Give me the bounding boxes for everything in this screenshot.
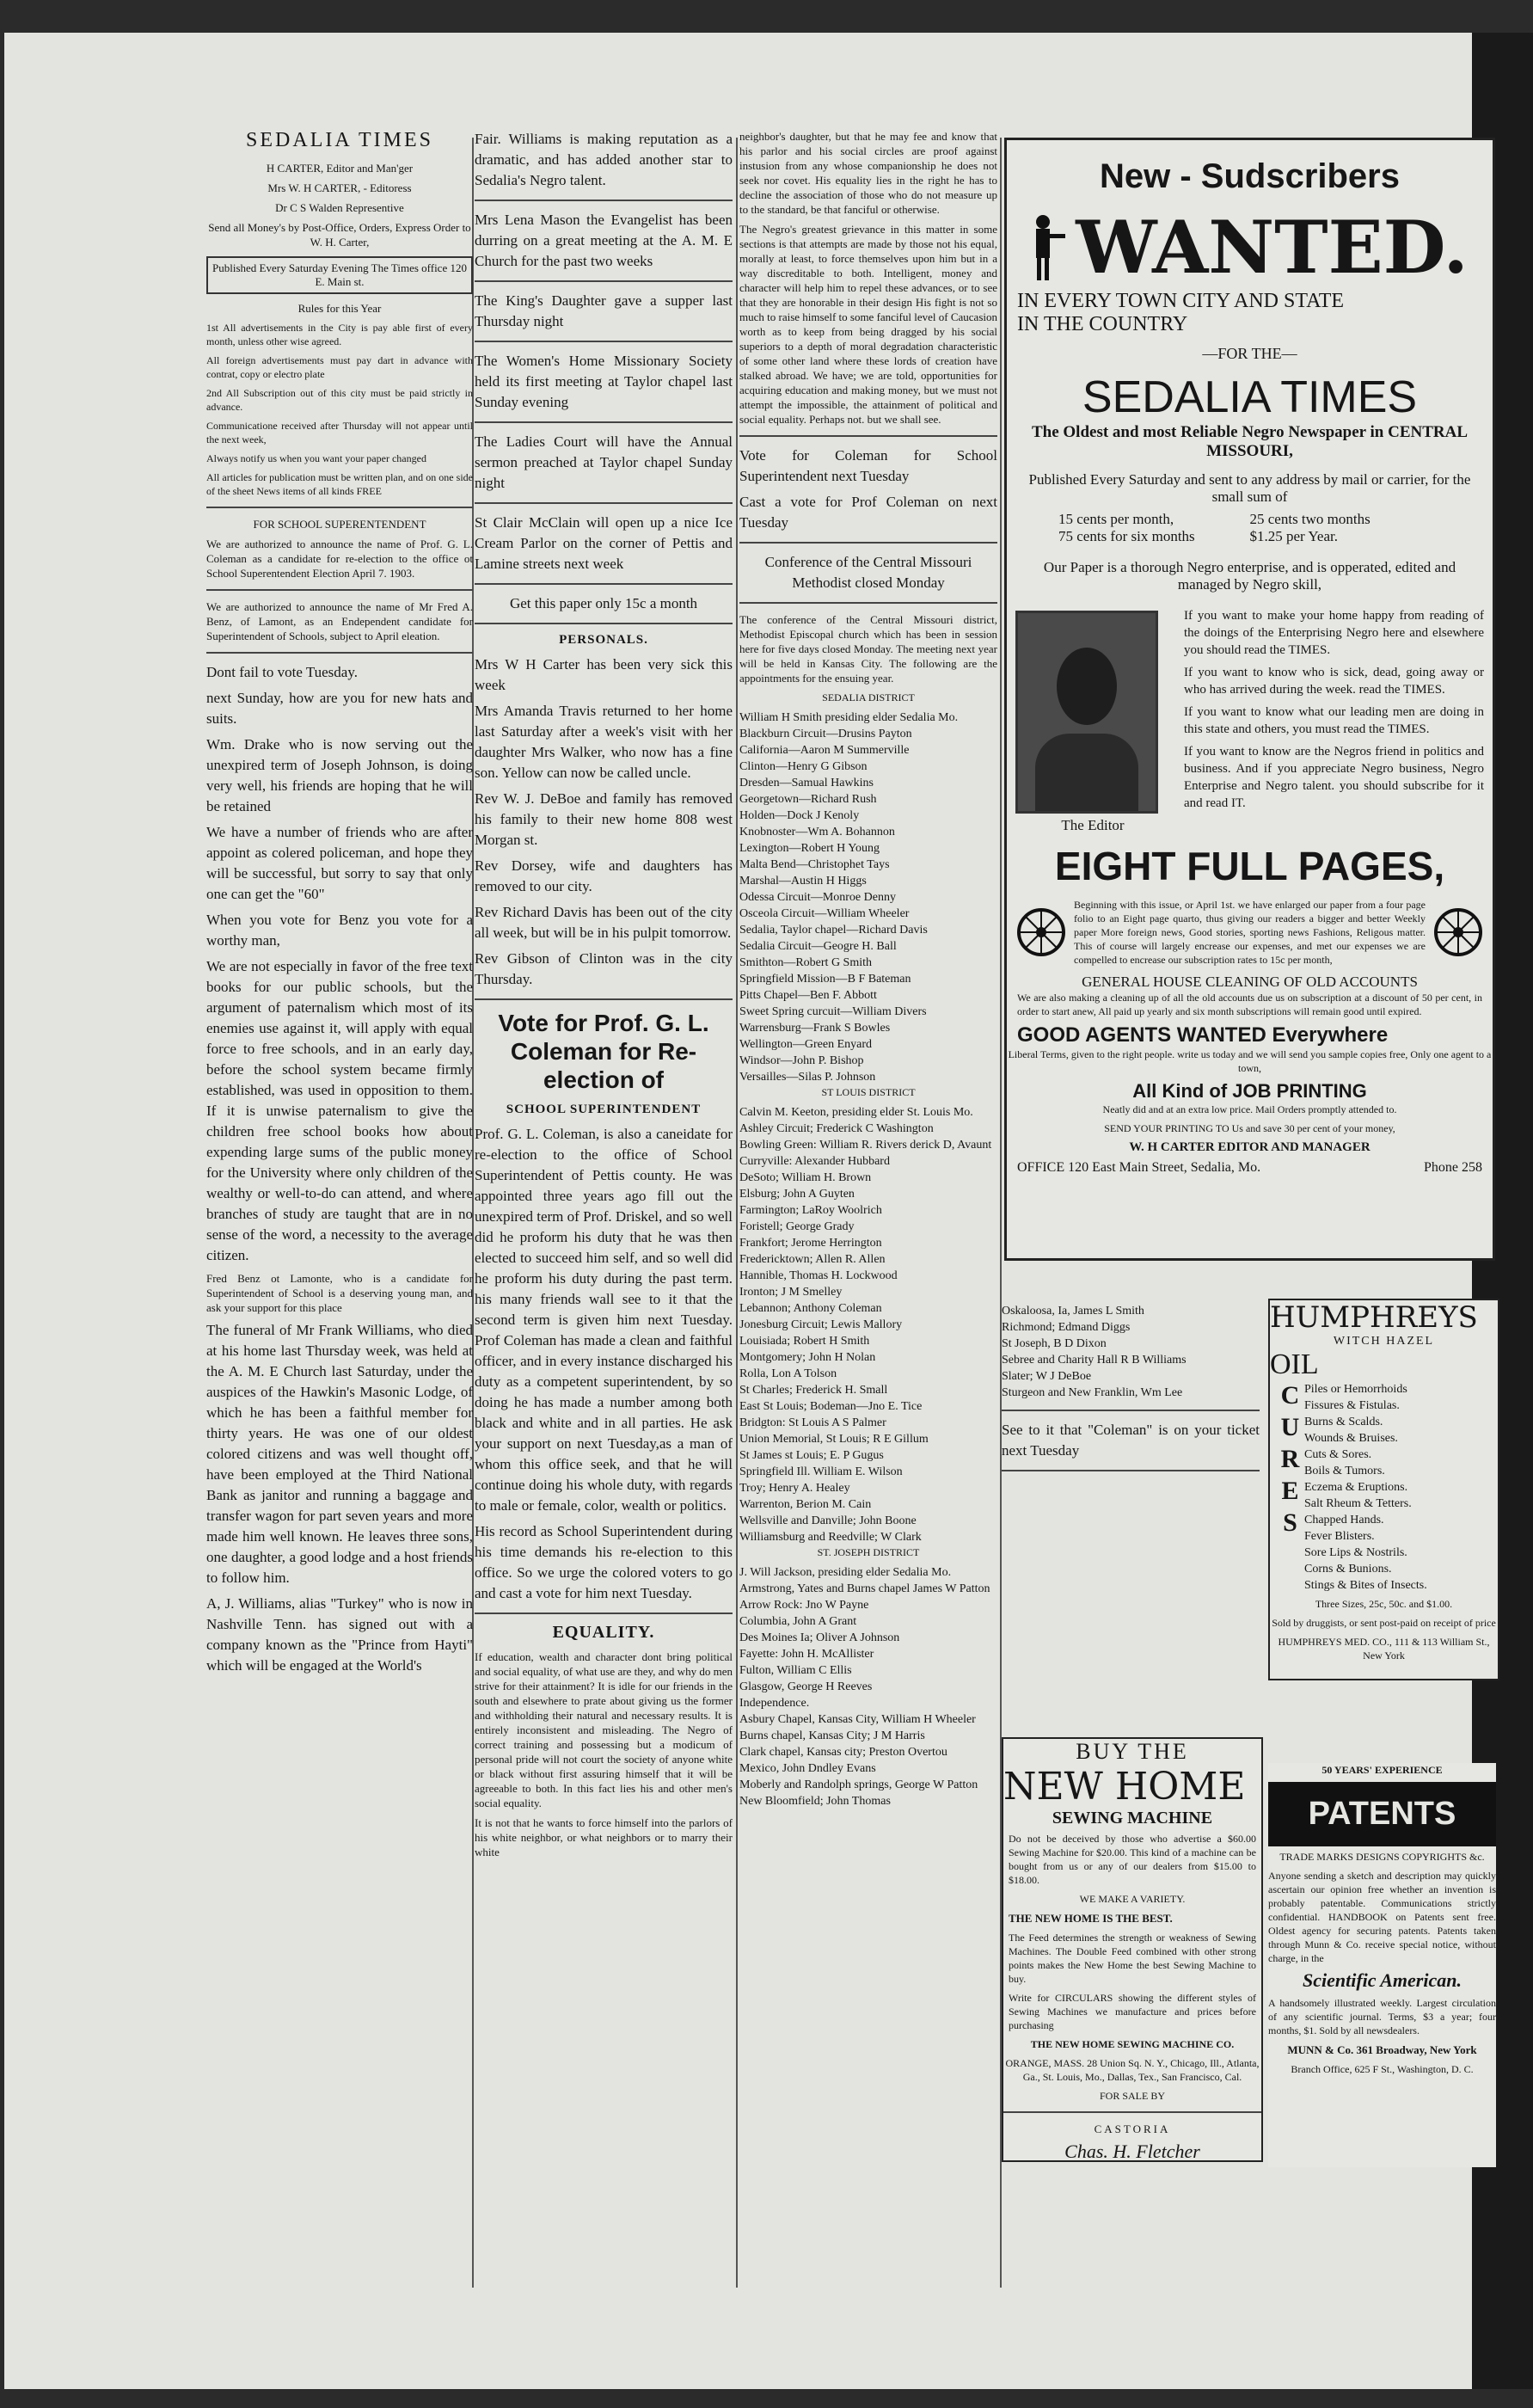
article-paragraph: neighbor's daughter, but that he may fee and know that his parlor and his social circles are proof against instusion from any whose companionship he does not seek nor covet. His equality lies in the right he has to decline the association of those who do not measure up to the standard, be that fanciful or otherwise. <box>739 130 997 216</box>
appointment-item: Sweet Spring curcuit—William Divers <box>739 1005 927 1018</box>
list-item: Sturgeon and New Franklin, Wm Lee <box>1002 1386 1183 1399</box>
news-item: Fair. Williams is making reputation as a dramatic, and has added another star to Sedalia's Negro talent. <box>475 131 733 188</box>
cure-item: Salt Rheum & Tetters. <box>1304 1497 1412 1510</box>
divider <box>739 602 997 604</box>
appointment-item: Independence. <box>739 1697 810 1710</box>
divider <box>206 652 473 654</box>
for-the: —FOR THE— <box>1202 345 1297 362</box>
appointment-item: William H Smith presiding elder Sedalia Mo. <box>739 711 959 724</box>
publication-box: Published Every Saturday Evening The Times office 120 E. Main st. <box>206 256 473 294</box>
divider <box>206 507 473 508</box>
appointment-item: Armstrong, Yates and Burns chapel James W Patton <box>739 1582 990 1595</box>
divider <box>1003 2111 1261 2113</box>
masthead-line: H CARTER, Editor and Man'ger <box>266 162 414 175</box>
news-item: Cast a vote for Prof Coleman on next Tuesday <box>739 494 997 531</box>
appointment-item: DeSoto; William H. Brown <box>739 1171 872 1184</box>
wheel-icon <box>1015 906 1067 958</box>
ad-tagline: The Oldest and most Reliable Negro Newspaper in CENTRAL MISSOURI, <box>1031 423 1469 460</box>
appointment-item: Hannible, Thomas H. Lockwood <box>739 1269 898 1282</box>
appointment-item: Lexington—Robert H Young <box>739 842 880 855</box>
personal-item: Rev W. J. DeBoe and family has removed his family to their new home 808 west Morgan st. <box>475 790 733 848</box>
divider <box>475 1612 733 1614</box>
article-paragraph: If education, wealth and character dont bring political and social equality, of what use are they, and why do men strive for their attainment? It is idle for our friends in the south and elsewhere to prate about giving us the former and withholding their natural and necessary results. It is entirely inconsistent and misleading. The Negro of correct training and possessing but a modicum of personal pride will not court the society of anyone white or black without first assuring himself that it will be agreeable to both. In this fact lies his and other men's social equality. <box>475 1650 733 1809</box>
conference-heading: Conference of the Central Missouri Methodist closed Monday <box>764 554 972 591</box>
cure-item: Piles or Hemorrhoids <box>1304 1383 1407 1396</box>
years-experience: 50 YEARS' EXPERIENCE <box>1321 1764 1443 1776</box>
editor-caption: The Editor <box>1061 817 1125 833</box>
ad-where: IN THE COUNTRY <box>1017 313 1188 335</box>
rule-item: All foreign advertisements must pay dart in advance with contrat, copy or electro plate <box>206 354 473 380</box>
appointment-continuation <box>1002 1303 1260 1716</box>
eight-para: Beginning with this issue, or April 1st. we have enlarged our paper from a four page folio to an Eight page quarto, thus giving our readers a bigger and better Weekly paper More foreign news, Good stories, sporting news Fashions, Religous matter. This of course will largely encrease our expenses, and met our expenses we are compelled to encrease our subscription rates to 15c per month, <box>1074 899 1426 966</box>
witch-hazel: WITCH HAZEL <box>1333 1335 1435 1348</box>
appointment-item: Holden—Dock J Kenoly <box>739 809 860 822</box>
reason: If you want to know what our leading men are doing in this state and others, you must read the TIMES. <box>1184 705 1484 736</box>
castoria: CASTORIA <box>1094 2122 1171 2135</box>
divider <box>739 542 997 544</box>
price: 25 cents two months <box>1249 511 1371 527</box>
appointment-item: Mexico, John Dndley Evans <box>739 1762 876 1775</box>
agents-wanted: GOOD AGENTS WANTED Everywhere <box>1017 1023 1389 1047</box>
appointment-item: Ironton; J M Smelley <box>739 1286 843 1299</box>
appointment-item: Georgetown—Richard Rush <box>739 793 877 806</box>
wheel-icon <box>1432 906 1484 958</box>
list-item: Slater; W J DeBoe <box>1002 1370 1092 1383</box>
humphreys-ad <box>1268 1299 1499 1680</box>
news-item: The funeral of Mr Frank Williams, who died at his home last Thursday week, was held at the A. M. E Church last Saturday, under the auspices of the Hawkin's Masonic Lodge, of which he has been a faithful member for thirty years. He was one of our oldest colored citizens and was well thought off, have been employed at the Third National Bank as janitor and running a baggage and transfer wagon for part seven years and more made him well known. He leaves three sons, one daughter, a good lodge and a host friends to follow him. <box>206 1322 473 1586</box>
appointment-item: Curryville: Alexander Hubbard <box>739 1155 890 1168</box>
divider <box>206 589 473 591</box>
news-item: Vote for Coleman for School Superintendent next Tuesday <box>739 447 997 484</box>
pointing-man-icon <box>1031 213 1065 282</box>
divider <box>475 421 733 423</box>
cure-item: Fever Blisters. <box>1304 1530 1375 1543</box>
appointment-item: Sedalia Circuit—Geogre H. Ball <box>739 940 897 953</box>
editor-portrait <box>1015 611 1158 814</box>
ad-where: IN EVERY TOWN CITY AND STATE <box>1017 290 1345 312</box>
school-heading: FOR SCHOOL SUPERENTENDENT <box>253 518 426 531</box>
best: THE NEW HOME IS THE BEST. <box>1009 1912 1173 1925</box>
list-item: St Joseph, B D Dixon <box>1002 1337 1107 1350</box>
reason: If you want to make your home happy from reading of the doings of the Enterprising Negro here and elsewhere you should read the TIMES. <box>1184 609 1484 657</box>
appointment-item: Lebannon; Anthony Coleman <box>739 1302 882 1315</box>
appointment-item: Odessa Circuit—Monroe Denny <box>739 891 896 904</box>
vote-subheading: SCHOOL SUPERINTENDENT <box>506 1103 702 1116</box>
appointment-item: Jonesburg Circuit; Lewis Mallory <box>739 1318 903 1331</box>
district-heading: SEDALIA DISTRICT <box>822 691 915 703</box>
appointment-item: Smithton—Robert G Smith <box>739 956 873 969</box>
divider <box>475 280 733 282</box>
job-printing: All Kind of JOB PRINTING <box>1132 1080 1367 1102</box>
signature: Chas. H. Fletcher <box>1064 2141 1200 2162</box>
divider <box>475 200 733 201</box>
cure-item: Boils & Tumors. <box>1304 1465 1385 1477</box>
appointment-item: Moberly and Randolph springs, George W Patton <box>739 1778 978 1791</box>
sciam-body: A handsomely illustrated weekly. Largest circulation of any scientific journal. Terms, $3 a year; four months, $1. Sold by all newsdealers. <box>1268 1997 1496 2036</box>
personal-item: Mrs Amanda Travis returned to her home last Saturday after a week's visit with her daughter Mrs Walker, who now has a fine son. Yellow can now be called uncle. <box>475 703 733 781</box>
appointment-item: Columbia, John A Grant <box>739 1615 857 1628</box>
divider <box>475 623 733 624</box>
personal-item: Mrs W H Carter has been very sick this week <box>475 656 733 693</box>
appointment-item: Wellsville and Danville; John Boone <box>739 1514 917 1527</box>
list-item: Sebree and Charity Hall R B Williams <box>1002 1354 1187 1367</box>
agents-para: Liberal Terms, given to the right people. write us today and we will send you sample copies free, Only one agent to a town, <box>1008 1048 1492 1074</box>
announcement: We are authorized to announce the name of Mr Fred A. Benz, of Lamont, as an Endependent candidate for Superintendent of Schools, subject to April eleation. <box>206 600 473 642</box>
wanted-title: WANTED. <box>1076 205 1469 290</box>
rule-item: 1st All advertisements in the City is pay able first of every month, unless other wise agreed. <box>206 322 473 347</box>
appointment-item: Fulton, William C Ellis <box>739 1664 852 1677</box>
appointment-item: Versailles—Silas P. Johnson <box>739 1071 876 1084</box>
appointment-list <box>739 1104 997 1545</box>
appointment-item: Springfield Mission—B F Bateman <box>739 973 911 986</box>
new-home-brand: NEW HOME <box>1003 1765 1246 1809</box>
appointment-item: J. Will Jackson, presiding elder Sedalia Mo. <box>739 1566 952 1579</box>
personal-item: Rev Gibson of Clinton was in the city Thursday. <box>475 950 733 987</box>
oil-label: OIL <box>1270 1348 1319 1380</box>
news-item: We have a number of friends who are after appoint as colered policeman, and hope they will be successful, but sorry to say that only one can get the "60" <box>206 824 473 902</box>
appointment-item: California—Aaron M Summerville <box>739 744 910 757</box>
news-item: next Sunday, how are you for new hats and suits. <box>206 690 473 727</box>
appointment-item: Arrow Rock: Jno W Payne <box>739 1599 869 1612</box>
appointment-item: Marshal—Austin H Higgs <box>739 875 867 888</box>
news-item: Get this paper only 15c a month <box>509 595 698 611</box>
appointment-item: Elsburg; John A Guyten <box>739 1188 855 1201</box>
appointment-item: Springfield Ill. William E. Wilson <box>739 1465 903 1478</box>
appointment-item: Troy; Henry A. Healey <box>739 1482 850 1495</box>
sold-by: Sold by druggists, or sent post-paid on receipt of price <box>1272 1617 1496 1629</box>
appointment-item: Montgomery; John H Nolan <box>739 1351 876 1364</box>
news-item: A, J. Williams, alias "Turkey" who is now in Nashville Tenn. has signed out with a company known as the "Prince from Hayti" which will be engaged at the World's <box>206 1595 473 1674</box>
personal-item: Rev Richard Davis has been out of the city all week, but will be in his pulpit tomorrow. <box>475 904 733 941</box>
reason: If you want to know are the Negros friend in politics and business. And if you appreciate Negro business, Negro Enterprise and Negro talent. you should subscribe for it and read IT. <box>1184 745 1484 810</box>
patents-ad <box>1268 1763 1496 2167</box>
appointment-item: Bridgton: St Louis A S Palmer <box>739 1416 886 1429</box>
news-item: Wm. Drake who is now serving out the unexpired term of Joseph Johnson, is doing very well, his friends are hoping that he will be retained <box>206 736 473 814</box>
column-3 <box>739 129 997 2365</box>
sewing-machine: SEWING MACHINE <box>1052 1809 1213 1828</box>
appointment-item: Windsor—John P. Bishop <box>739 1054 864 1067</box>
news-item: Dont fail to vote Tuesday. <box>206 664 358 680</box>
cure-item: Stings & Bites of Insects. <box>1304 1579 1427 1592</box>
job-para: Neatly did and at an extra low price. Mail Orders promptly attended to. <box>1102 1103 1397 1115</box>
branch: Branch Office, 625 F St., Washington, D. C. <box>1291 2063 1474 2075</box>
cure-item: Chapped Hands. <box>1304 1514 1384 1526</box>
appointment-item: St James st Louis; E. P Gugus <box>739 1449 884 1462</box>
masthead-line: Send all Money's by Post-Office, Orders, Express Order to W. H. Carter, <box>208 221 471 249</box>
company: THE NEW HOME SEWING MACHINE CO. <box>1030 2038 1235 2050</box>
cures-label: CURES <box>1276 1381 1304 1540</box>
cure-item: Wounds & Bruises. <box>1304 1432 1398 1445</box>
appointment-item: Knobnoster—Wm A. Bohannon <box>739 826 895 838</box>
column-1 <box>206 129 473 2365</box>
circulars: Write for CIRCULARS showing the different styles of Sewing Machines we manufacture and prices before purchasing <box>1009 1992 1256 2031</box>
district-heading: ST. JOSEPH DISTRICT <box>817 1546 920 1558</box>
appointment-item: Farmington; LaRoy Woolrich <box>739 1204 882 1217</box>
rule-item: Communicatione received after Thursday will not appear until the next week, <box>206 420 473 445</box>
phone: Phone 258 <box>1424 1160 1482 1175</box>
ad-published: Published Every Saturday and sent to any address by mail or carrier, for the small sum of <box>1028 471 1471 505</box>
eight-pages: EIGHT FULL PAGES, <box>1054 844 1445 888</box>
patents-body: Anyone sending a sketch and description may quickly ascertain our opinion free whether an invention is probably patentable. Communications strictly confidential. HANDBOOK on Patents sent free. Oldest agency for securing patents. Patents taken through Munn & Co. receive special notice, without charge, in the <box>1268 1870 1496 1964</box>
appointment-item: Wellington—Green Enyard <box>739 1038 872 1051</box>
news-item: The Women's Home Missionary Society held its first meeting at Taylor chapel last Sunday evening <box>475 353 733 410</box>
cleaning-heading: GENERAL HOUSE CLEANING OF OLD ACCOUNTS <box>1082 974 1418 990</box>
ad-headline: New - Sudscribers <box>1099 157 1400 195</box>
ad-enterprise: Our Paper is a thorough Negro enterprise, and is opperated, edited and managed by Negro skill, <box>1043 559 1456 593</box>
column-2 <box>475 129 733 2365</box>
appointment-item: Clinton—Henry G Gibson <box>739 760 868 773</box>
appointment-item: Dresden—Samual Hawkins <box>739 777 874 789</box>
ad-paper-name: SEDALIA TIMES <box>1082 372 1418 422</box>
cure-item: Sore Lips & Nostrils. <box>1304 1546 1407 1559</box>
cure-item: Fissures & Fistulas. <box>1304 1399 1400 1412</box>
news-item: The King's Daughter gave a supper last Thursday night <box>475 292 733 329</box>
buy-the: BUY THE <box>1076 1739 1189 1764</box>
sizes: Three Sizes, 25c, 50c. and $1.00. <box>1315 1598 1453 1610</box>
appointment-item: Warrenton, Berion M. Cain <box>739 1498 872 1511</box>
divider <box>475 341 733 342</box>
cures-list <box>1304 1381 1498 1594</box>
equality-heading: EQUALITY. <box>552 1623 655 1642</box>
feed: The Feed determines the strength or weakness of Sewing Machines. The Double Feed combined with other strong points makes the New Home the best Sewing Machine to buy. <box>1009 1932 1256 1985</box>
price: 75 cents for six months <box>1058 528 1195 544</box>
sewing-body: Do not be deceived by those who advertise a $60.00 Sewing Machine for $20.00. This kind of a machine can be bought from us or any of our dealers from $15.00 to $18.00. <box>1009 1833 1256 1886</box>
masthead-line: Dr C S Walden Representive <box>275 201 404 214</box>
list-item: Richmond; Edmand Diggs <box>1002 1321 1131 1334</box>
column-rule <box>736 138 738 2288</box>
appointment-item: Pitts Chapel—Ben F. Abbott <box>739 989 877 1002</box>
cure-item: Cuts & Sores. <box>1304 1448 1372 1461</box>
personal-item: Rev Dorsey, wife and daughters has removed to our city. <box>475 857 733 894</box>
appointment-item: Blackburn Circuit—Drusins Payton <box>739 728 912 740</box>
munn: MUNN & Co. 361 Broadway, New York <box>1287 2043 1477 2056</box>
divider <box>475 998 733 1000</box>
appointment-item: Ashley Circuit; Frederick C Washington <box>739 1122 934 1135</box>
personals-heading: PERSONALS. <box>559 633 648 647</box>
appointment-item: Foristell; George Grady <box>739 1220 855 1233</box>
appointment-item: St Charles; Frederick H. Small <box>739 1384 888 1397</box>
news-item: Fred Benz ot Lamonte, who is a candidate for Superintendent of School is a deserving young man, and ask your support for this place <box>206 1272 473 1314</box>
cure-item: Eczema & Eruptions. <box>1304 1481 1408 1494</box>
article-paragraph: Prof. G. L. Coleman, is also a caneidate for re-election to the office of School Superintendent of Pettis county. He was appointed three years ago fill out the unexpired term of Prof. Driskel, and so well did he proform his duty that he was then elected to succeed him self, and so well did he proform his duty during the past term. his many friends wall see to it that the second term is given him next Tuesday. Prof Coleman has made a clean and faithful officer, and in every instance discharged his duty as a competent superintendent, by so doing he has made a number among both black and white and in all parties. He ask your support on next Tuesday,as a man of whom this office seek, and that he will continue doing his whole duty, with regards to male or female, color, wealth or politics. <box>475 1126 733 1514</box>
appointment-item: Glasgow, George H Reeves <box>739 1680 873 1693</box>
appointment-item: East St Louis; Bodeman—Jno E. Tice <box>739 1400 923 1413</box>
divider <box>1002 1470 1260 1471</box>
reason: If you want to know who is sick, dead, going away or who has arrived during the week. read the TIMES. <box>1184 666 1484 697</box>
appointment-item: Osceola Circuit—William Wheeler <box>739 907 910 920</box>
article-paragraph: His record as School Superintendent during his time demands his re-election to this office. So we urge the colored voters to go and cast a vote for him next Tuesday. <box>475 1523 733 1601</box>
masthead-title: SEDALIA TIMES <box>246 129 433 151</box>
article-paragraph: It is not that he wants to force himself into the parlors of his white neighbor, or what neighbors or to marry their white <box>475 1816 733 1858</box>
appointment-item: Rolla, Lon A Tolson <box>739 1367 837 1380</box>
divider <box>475 502 733 504</box>
appointment-item: New Bloomfield; John Thomas <box>739 1795 891 1808</box>
patents-title: PATENTS <box>1268 1782 1496 1846</box>
appointment-list <box>739 710 997 1085</box>
cure-item: Corns & Bunions. <box>1304 1563 1392 1576</box>
appointment-list <box>739 1564 997 1809</box>
office-address: OFFICE 120 East Main Street, Sedalia, Mo. <box>1017 1160 1261 1175</box>
news-item: Mrs Lena Mason the Evangelist has been durring on a great meeting at the A. M. E Church for the past two weeks <box>475 212 733 269</box>
appointment-item: Sedalia, Taylor chapel—Richard Davis <box>739 924 928 937</box>
cleaning-para: We are also making a cleaning up of all the old accounts due us on subscription at a discount of 50 per cent, in order to start anew, All paid up yearly and six month subscriptions will remain good until expired. <box>1017 992 1482 1017</box>
trade-marks: TRADE MARKS DESIGNS COPYRIGHTS &c. <box>1279 1851 1485 1863</box>
appointment-item: Warrensburg—Frank S Bowles <box>739 1022 891 1035</box>
rule-item: All articles for publication must be written plan, and on one side of the sheet News items of all kinds FREE <box>206 471 473 497</box>
appointment-item: Fayette: John H. McAllister <box>739 1648 874 1661</box>
subscribers-wanted-ad <box>1004 138 1495 1261</box>
appointment-item: Des Moines Ia; Oliver A Johnson <box>739 1631 900 1644</box>
price: 15 cents per month, <box>1058 511 1174 527</box>
cure-item: Burns & Scalds. <box>1304 1416 1383 1428</box>
divider <box>475 583 733 585</box>
appointment-item: Frankfort; Jerome Herrington <box>739 1237 882 1250</box>
for-sale: FOR SALE BY <box>1099 2090 1165 2102</box>
divider <box>1002 1410 1260 1411</box>
coleman-note: See to it that "Coleman" is on your ticket next Tuesday <box>1002 1422 1260 1459</box>
district-heading: ST LOUIS DISTRICT <box>821 1086 916 1098</box>
appointment-item: Clark chapel, Kansas city; Preston Overtou <box>739 1746 947 1759</box>
scientific-american: Scientific American. <box>1303 1969 1462 1991</box>
article-paragraph: The Negro's greatest grievance in this matter in some sections is that attempts are made by those not his equal, morally at least, to force themselves upon him but in a way discreditable to both. Intelligent, money and character will help him to repel these advances, or to see that they are honorable in their design His fight is not so much to raise himself to some fanciful level of Caucasion worth as to keep from being dragged by his social superiors to a depth of moral degradation characteristic of some other land where these lords of creation have stalked abroad. We have; we are told, opportunities for acquiring education and making money, but we must not attempt the impossible, the attainment of political and social equality. Perhaps not. but we shall see. <box>739 223 997 426</box>
appointment-item: Burns chapel, Kansas City; J M Harris <box>739 1729 925 1742</box>
news-item: St Clair McClain will open up a nice Ice Cream Parlor on the corner of Pettis and Lamine streets next week <box>475 514 733 572</box>
appointment-item: Calvin M. Keeton, presiding elder St. Louis Mo. <box>739 1106 973 1119</box>
list-item: Oskaloosa, Ia, James L Smith <box>1002 1305 1144 1318</box>
divider <box>739 435 997 437</box>
appointment-item: Asbury Chapel, Kansas City, William H Wheeler <box>739 1713 976 1726</box>
vote-headline: Vote for Prof. G. L. Coleman for Re-election of <box>498 1010 709 1093</box>
rules-heading: Rules for this Year <box>297 302 382 315</box>
appointment-item: Union Memorial, St Louis; R E Gillum <box>739 1433 929 1446</box>
appointment-item: Williamsburg and Reedville; W Clark <box>739 1531 922 1544</box>
appointment-item: Malta Bend—Christophet Tays <box>739 858 890 871</box>
news-item: The Ladies Court will have the Annual sermon preached at Taylor chapel Sunday night <box>475 433 733 491</box>
news-item: We are not especially in favor of the free text books for our public schools, but the argument of paternalism which most of its enemies use against it, will apply with equal force to free schools, and in an early day, before the school system became firmly established, was used in opposition to them. If it is unwise paternalism to give the children free school books how about expending large sums of the public money for the University where only children of the wealthy or well-to-do can attend, and where branches of study are taught that are in no sense of the word, a necessity to the average citizen. <box>206 958 473 1263</box>
price: $1.25 per Year. <box>1249 528 1338 544</box>
address: ORANGE, MASS. 28 Union Sq. N. Y., Chicago, Ill., Atlanta, Ga., St. Louis, Mo., Dallas, Tex., San Francisco, Cal. <box>1005 2057 1260 2083</box>
announcement: We are authorized to announce the name of Prof. G. L. Coleman as a candidate for re-election to the office ot School Superentendent Election April 7. 1903. <box>206 538 473 580</box>
article-paragraph: The conference of the Central Missouri district, Methodist Episcopal church which has been in session here for five days closed Monday. The meeting next year will be held in Kansas City. The following are the appointments for the ensuing year. <box>739 613 997 685</box>
send-line: SEND YOUR PRINTING TO Us and save 30 per cent of your money, <box>1104 1122 1395 1134</box>
variety: WE MAKE A VARIETY. <box>1079 1893 1186 1905</box>
masthead-line: Mrs W. H CARTER, - Editoress <box>267 181 412 194</box>
appointment-item: Fredericktown; Allen R. Allen <box>739 1253 886 1266</box>
sewing-machine-ad <box>1002 1737 1263 2162</box>
appointment-item: Bowling Green: William R. Rivers derick D, Avaunt <box>739 1139 992 1152</box>
humphreys-name: HUMPHREYS <box>1270 1300 1478 1335</box>
news-item: When you vote for Benz you vote for a worthy man, <box>206 912 473 949</box>
rule-item: Always notify us when you want your paper changed <box>206 452 426 464</box>
company: HUMPHREYS MED. CO., 111 & 113 William St., New York <box>1278 1636 1490 1662</box>
rule-item: 2nd All Subscription out of this city must be paid strictly in advance. <box>206 387 473 413</box>
manager-line: W. H CARTER EDITOR AND MANAGER <box>1129 1140 1371 1154</box>
appointment-item: Louisiada; Robert H Smith <box>739 1335 870 1348</box>
